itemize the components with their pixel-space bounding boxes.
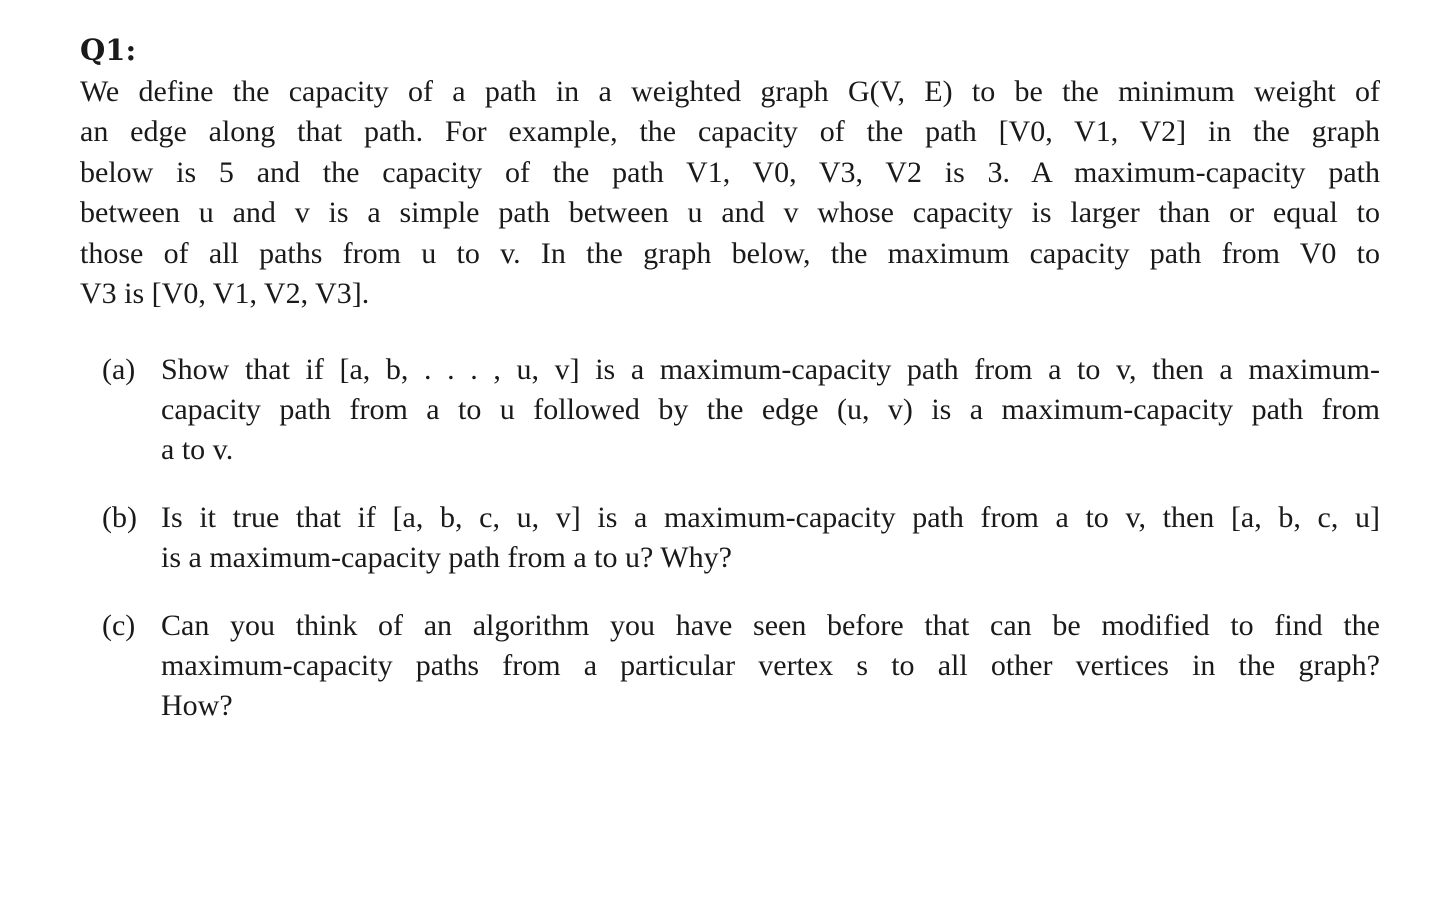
part-c xyxy=(102,606,1380,726)
part-line: Can you think of an algorithm you have seen before that can be modified to find the xyxy=(161,609,1380,642)
part-line: How? xyxy=(161,689,233,722)
part-a xyxy=(102,350,1380,470)
intro-line: V3 is [V0, V1, V2, V3]. xyxy=(80,277,370,311)
question-title: Q1: xyxy=(80,33,137,67)
part-label: (a) xyxy=(102,353,136,386)
intro-line: those of all paths from u to v. In the graph below, the maximum capacity path from V0 to xyxy=(80,236,1380,270)
intro-line: an edge along that path. For example, the capacity of the path [V0, V1, V2] in the graph xyxy=(80,115,1380,149)
part-line: capacity path from a to u followed by the edge (u, v) is a maximum-capacity path from xyxy=(161,393,1380,426)
question-intro xyxy=(80,72,1380,314)
intro-line: between u and v is a simple path between u and v whose capacity is larger than or equal to xyxy=(80,196,1380,230)
part-label: (c) xyxy=(102,609,136,642)
part-line: Show that if [a, b, . . . , u, v] is a maximum-capacity path from a to v, then a maximum- xyxy=(161,353,1380,386)
document-page xyxy=(80,28,1380,314)
part-line: is a maximum-capacity path from a to u? Why? xyxy=(161,541,732,574)
part-line: a to v. xyxy=(161,433,234,466)
intro-line: We define the capacity of a path in a weighted graph G(V, E) to be the minimum weight of xyxy=(80,75,1380,108)
part-label: (b) xyxy=(102,501,137,534)
part-line: Is it true that if [a, b, c, u, v] is a maximum-capacity path from a to v, then [a, b, c, u] xyxy=(161,501,1380,534)
part-b xyxy=(102,498,1380,578)
part-line: maximum-capacity paths from a particular vertex s to all other vertices in the graph? xyxy=(161,649,1380,682)
intro-line: below is 5 and the capacity of the path V1, V0, V3, V2 is 3. A maximum-capacity path xyxy=(80,155,1380,189)
question-parts xyxy=(102,350,1380,726)
